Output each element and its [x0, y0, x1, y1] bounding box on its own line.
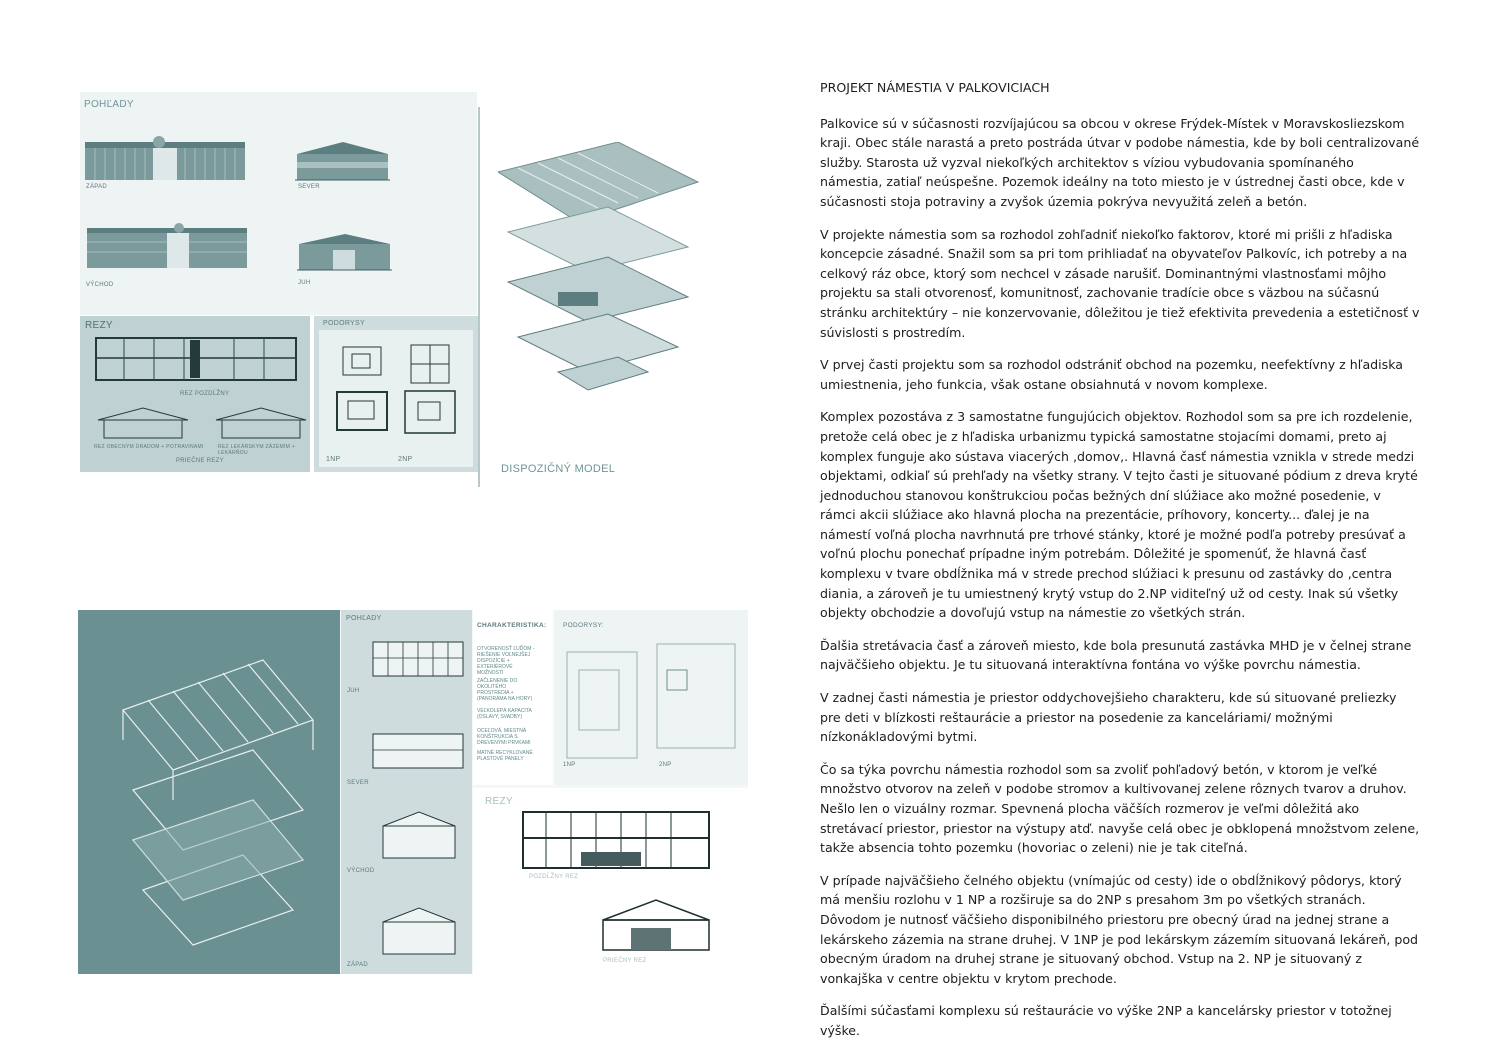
- elevation-west: [379, 906, 459, 956]
- char-item: MATNÉ RECYKLOVANÉ PLASTOVÉ PANELY: [477, 750, 533, 762]
- elevation-south: [371, 640, 466, 678]
- plan-1np-bottom: [565, 650, 640, 760]
- cross-section-bottom: [601, 898, 711, 953]
- sections-label-bottom: REZY: [485, 796, 513, 807]
- plan-label-2np-b: 2NP: [659, 762, 672, 768]
- section-caption-cross: PRIEČNE REZY: [176, 458, 224, 464]
- char-item: VEĽKOLEPÁ KAPACITA (OSLAVY, SVADBY): [477, 708, 532, 720]
- paragraph: Palkovice sú v súčasnosti rozvíjajúcou sa obcou v okrese Frýdek-Místek v Moravskosliezskom kraji. Obec stále narastá a preto postráda útvar v podobe námestia, kde by boli centralizované služby. Starosta už vyzval niekoľkých architektov s víziou vybudovania spomínaného námestia, zatiaľ neúspešne. Pozemok ideálny na toto miesto je v ústrednej časti obce, kde v súčasnosti stoja potraviny a zvyšok územia pokrýva nevyužitá zeleň a betón.: [820, 115, 1420, 209]
- paragraph: V prvej časti projektu som sa rozhodol odstrániť obchod na pozemku, neefektívny z hľadiska umiestnenia, jeho funkcia, však ostane obsiahnutá v novom komplexe.: [820, 357, 1404, 392]
- north-elevation: [295, 140, 390, 182]
- model-label: DISPOZIČNÝ MODEL: [501, 463, 616, 475]
- plans-label: PODORYSY: [323, 320, 365, 327]
- west-elevation: [85, 134, 245, 182]
- east-elevation: [87, 222, 247, 270]
- view-label-south-b: JUH: [347, 688, 360, 694]
- plans-label-bottom: PODORYSY:: [563, 622, 604, 629]
- paragraph: V prípade najväčšieho čelného objektu (vnímajúc od cesty) ide o obdĺžnikový pôdorys, ktorý má menšiu rozlohu v 1 NP a rozširuje sa do 2NP s presahom 3m po všetkých stranách. Dôvodom je nutnosť väčšieho disponibilného priestoru pre obecný úrad na jednej strane a lekárskeho zázemia na strane druhej. V 1NP je pod lekárskym zázemím situovaná lekáreň, pod obecným úradom na druhej strane je situovaný obchod. Vstup na 2. NP je situovaný z vonkajška v centre objektu v krytom prechode.: [820, 872, 1419, 986]
- longitudinal-section: [94, 336, 299, 384]
- disposition-model: [498, 142, 708, 412]
- sections-panel-bottom: [473, 788, 748, 974]
- project-description: [820, 78, 1420, 1054]
- view-label-east: VÝCHOD: [86, 282, 114, 288]
- view-label-north: SEVER: [298, 184, 320, 190]
- sections-label: REZY: [85, 320, 113, 331]
- plan-2np-small: [410, 344, 450, 384]
- elevation-north: [371, 732, 466, 770]
- cross-section-2: [212, 406, 310, 440]
- paragraph: V projekte námestia som sa rozhodol zohľadniť niekoľko faktorov, ktoré mi prišli z hľadiska koncepcie zásadné. Snažil som sa pri tom prihliadať na obyvateľov Palkovíc, ich potreby a na celkový ráz obce, ktorý som nechcel v zásade narušiť. Dominantnými vlastnosťami môjho projektu sa stali otvorenosť, komunitnosť, zachovanie tradície obce s väzbou na súčasnú stránku architektúry – nie konzervovanie, dôležitou je tiež efektivita prevedenia a estetičnosť v súvislosti s prostredím.: [820, 226, 1420, 340]
- bottom-board: [78, 610, 748, 974]
- plans-panel-bottom: [555, 610, 748, 785]
- char-item: OCEĽOVÁ, MIESTNÁ KONŠTRUKCIA S DREVENÝMI PRVKAMI: [477, 728, 531, 746]
- axonometry-panel: [78, 610, 340, 974]
- plan-2np-main: [404, 390, 456, 434]
- views-panel: [80, 92, 477, 315]
- char-item: ZAČLENENIE DO OKOLITÉHO PROSTREDIA + (PANORÁMA NA HORY): [477, 678, 533, 702]
- section-caption-long-b: POZDĹŽNY REZ: [529, 874, 579, 880]
- top-board: [80, 92, 745, 487]
- view-label-south: JUH: [298, 280, 311, 286]
- view-label-north-b: SEVER: [347, 780, 369, 786]
- longitudinal-section-bottom: [521, 810, 711, 870]
- char-label: CHARAKTERISTIKA:: [477, 622, 547, 629]
- plan-label-1np: 1NP: [326, 456, 341, 463]
- paragraph: Komplex pozostáva z 3 samostatne fungujúcich objektov. Rozhodol som sa pre ich rozdelenie, pretože celá obec je z hľadiska urbanizmu typická samostatne stojacími domami, preto aj komplex funguje ako sústava viacerých ‚domov,. Hlavná časť námestia vznikla v strede medzi objektami, odkiaľ sú prehľady na všetky strany. V tejto časti je situované pódium z dreva kryté jednoduchou stanovou konštrukciou počas bežných dní slúžiace ako možné posedenie, v rámci akcii slúžiace ako hlavná plocha na prezentácie, príhovory, koncerty... ďalej je na námestí voľná plocha navrhnutá pre trhové stánky, ktoré je možné podľa potreby presúvať a voľnú plochu ponechať prípadne iným potrebám. Dôležité je spomenúť, že hlavná časť komplexu v tvare obdĺžnika má v strede prechod slúžiaci k presunu od zastávky do ‚centra diania, a zároveň je tu umiestnený krytý vstup do 2.NP viditeľný už od cesty. Inak sú všetky objekty obchodzie a dovoľujú vstup na námestie zo všetkých strán.: [820, 409, 1418, 621]
- plan-label-1np-b: 1NP: [563, 762, 576, 768]
- divider: [478, 107, 480, 487]
- views-label-bottom: POHĽADY: [346, 615, 382, 622]
- cross-section-1: [94, 406, 192, 440]
- plans-panel: [314, 316, 478, 472]
- char-item: OTVORENOSŤ ĽUĎOM - RIEŠENIE VOĽNEJŠEJ DISPOZÍCIE + EXTERIÉROVÉ MOŽNOSTI: [477, 646, 535, 676]
- elevation-east: [379, 810, 459, 860]
- plan-label-2np: 2NP: [398, 456, 413, 463]
- section-caption-medical: REZ LEKÁRSKYM ZÁZEMÍM + LEKÁRŇOU: [218, 444, 296, 456]
- plan-1np-small: [342, 346, 382, 376]
- view-label-east-b: VÝCHOD: [347, 868, 375, 874]
- exploded-axonometry: [103, 640, 328, 960]
- section-caption-office: REZ OBECNÝM ÚRADOM + POTRAVINAMI: [94, 444, 204, 450]
- paragraph: Ďalšia stretávacia časť a zároveň miesto, kde bola presunutá zastávka MHD je v čelnej strane najväčšieho objektu. Je tu situovaná interaktívna fontána vo výške povrchu námestia.: [820, 637, 1412, 673]
- sections-panel: [80, 316, 310, 472]
- section-caption-long: REZ POZDĹŽNY: [180, 391, 230, 397]
- paragraph: Ďalšími súčasťami komplexu sú reštaurácie vo výške 2NP a kancelársky priestor v totožnej výške.: [820, 1003, 1392, 1038]
- south-elevation: [297, 232, 392, 272]
- plan-2np-bottom: [653, 630, 741, 758]
- views-panel-bottom: [341, 610, 472, 974]
- section-caption-cross-b: PRIEČNY REZ: [603, 958, 647, 964]
- views-label: POHĽADY: [84, 99, 134, 110]
- paragraph: Čo sa týka povrchu námestia rozhodol som sa zvoliť pohľadový betón, v ktorom je veľké množstvo otvorov na zeleň v podobe stromov a kultivovanej zelene rôznych tvarov a druhov. Nešlo len o vizuálny rozmar. Spevnená plocha väčších rozmerov je veľmi dôležitá ako stretávací priestor, priestor na výstupy atď. navyše celá obec je obklopená množstvom zelene, takže absencia tohto pozemku (hovoriac o zeleni) nie je tak citeľná.: [820, 761, 1420, 856]
- view-label-west: ZÁPAD: [86, 184, 108, 190]
- page-title: PROJEKT NÁMESTIA V PALKOVICIACH: [820, 80, 1050, 95]
- paragraph: V zadnej časti námestia je priestor oddychovejšieho charakteru, kde sú situované preliezky pre deti v blízkosti reštaurácie a priestor na posedenie za kanceláriami/ možnými nízkonákladovými bytmi.: [820, 690, 1397, 745]
- plan-1np-main: [336, 391, 388, 431]
- characteristics-panel: [473, 610, 553, 785]
- view-label-west-b: ZÁPAD: [347, 962, 369, 968]
